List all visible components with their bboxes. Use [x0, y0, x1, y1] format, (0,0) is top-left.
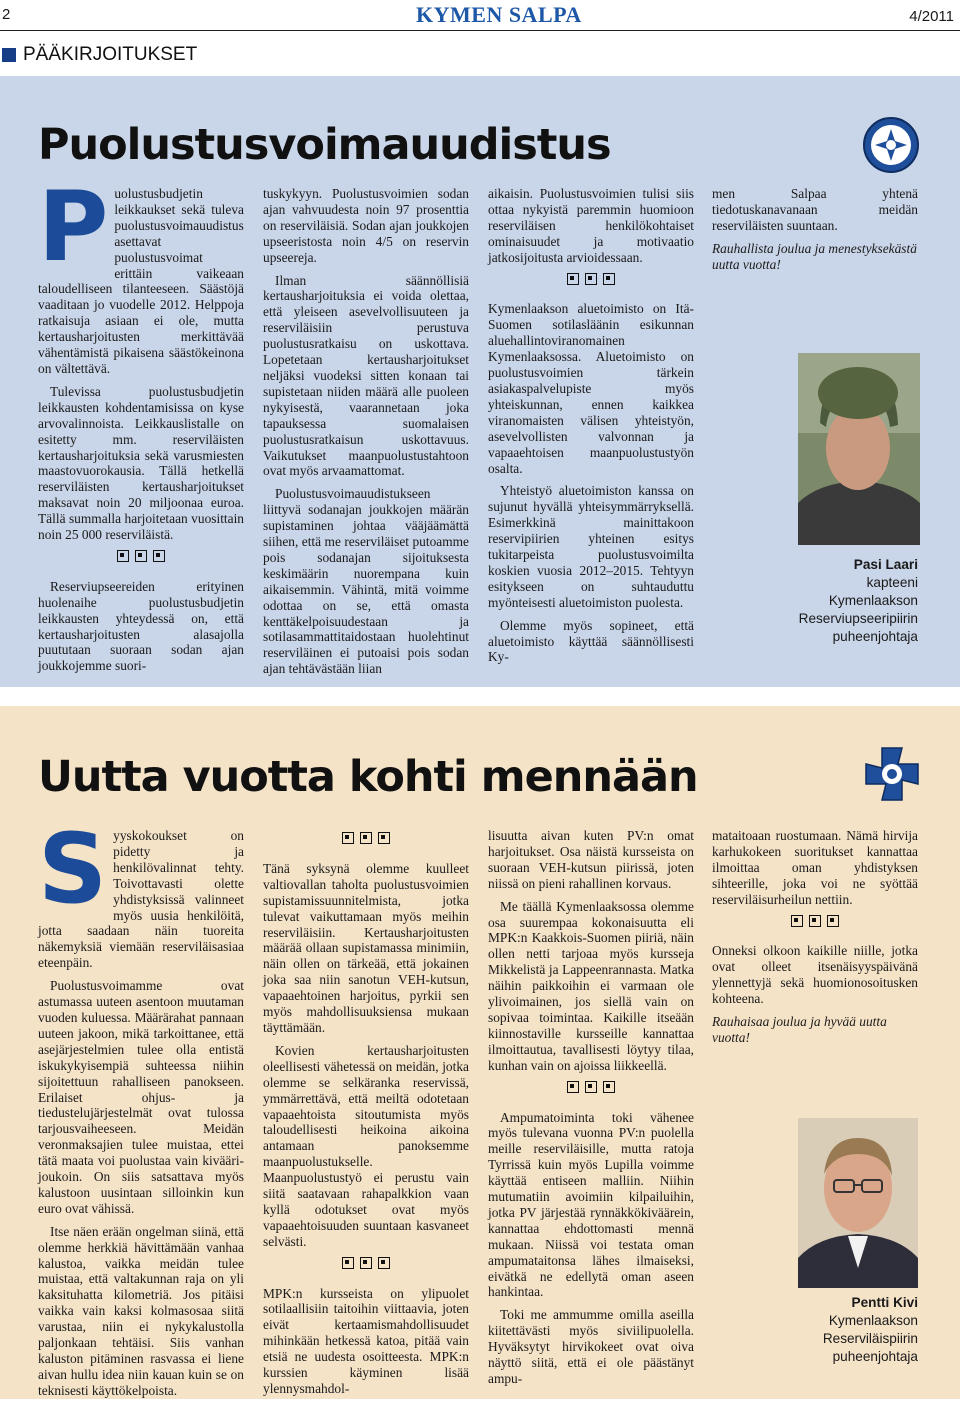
article2-drop-cap: S [38, 813, 108, 925]
header-rule [0, 30, 960, 31]
article2-column-4 [712, 828, 918, 1053]
section-divider-icon [712, 915, 918, 932]
section-divider-icon [263, 832, 469, 849]
article2-column-2 [263, 826, 469, 1404]
article2-paragraph: Tänä syksynä olemme kuulleet valtiovallan taholta puolustusvoimien supistamissuunnitelmista, jotka tulevat vaikuttamaan myös meihin reserviläisiin. Kertausharjoitusten määrää ollaan supistamassa minimiin, näin ollen on tärkeää, että jokainen joka saa niin sanotun VEH-kutsun, vapaaehtoinen harjoitus, pyrkii sen myös mahdollisuuksiensa mukaan täyttämään. [263, 860, 469, 1035]
page-header [0, 0, 960, 30]
section-divider-icon [38, 550, 244, 567]
article1-paragraph: Kymenlaakson aluetoimisto on Itä-Suomen sotilasläänin esikunnan aluehallintoviranomainen Kymenlaaksossa. Aluetoimisto on puolustusvoimien tärkein asiakaspalvelupiste myös yhteiskunnan, ennen kaikkea viranomaisten välisen yhteistyön, asevelvollisten valvonnan ja vapaaehtoisen maanpuolustustyön osalta. [488, 301, 694, 476]
article2-column-3 [488, 828, 694, 1394]
article2-column-1 [38, 813, 244, 1406]
article1-column-4 [712, 186, 918, 280]
section-divider-icon [488, 273, 694, 290]
article1-paragraph: tuskykyyn. Puolustusvoimien sodan ajan vahvuudesta noin 97 prosenttia on reserviläisiä. Sodan ajan joukkojen upseeristosta noin 4/5 on reservin upseereja. [263, 186, 469, 265]
article2-paragraph: Me täällä Kymenlaaksossa olemme osa suurempaa kokonaisuutta eli MPK:n Kaakkois-Suomen piiriä, näin ollen netti tarjoaa myös kursseja Mikkelistä ja Lappeenrannasta. Matka näihin paikkoihin ei varmaan ole ylivoimainen, jos siellä vain on sopivaa toimintaa. Kaikille itseään kiinnostaville kursseille kannattaa ilmoittautua, tavallisesti löytyy tilaa, kunhan vain on ajoissa liikkeellä. [488, 898, 694, 1073]
reserve-officers-emblem-icon [862, 116, 920, 174]
section-divider-icon [488, 1081, 694, 1098]
section-title: PÄÄKIRJOITUKSET [23, 44, 198, 65]
article1-column-1 [38, 171, 244, 681]
author-photo-pasi-laari [798, 353, 920, 545]
section-square-icon [2, 48, 16, 62]
author-name: Pasi Laari [853, 557, 918, 572]
article2-paragraph: MPK:n kursseista on ylipuolet sotilaallisiin taitoihin viittaavia, joten eivät kertaamismahdollisuudet mihinkään hetkessä katoa, pitää vain etsiä ne uudesta osoitteesta. MPK:n kurssien käyminen lisää ylennysmahdol- [263, 1285, 469, 1396]
article2-paragraph: mataitoaan ruostumaan. Nämä hirvija karhukokeen suoritukset kannattaa ilmoittaa oman yhdistyksen sihteerille, joka voi ne syöttää reserviläisurheilun nettiin. [712, 828, 918, 907]
author-org: Kymenlaakson [828, 593, 918, 608]
article2-author-caption [760, 1294, 918, 1366]
section-divider-icon [263, 1257, 469, 1274]
article2-paragraph: Puolustusvoimamme ovat astumassa uuteen asentoon muutaman vuoden kuluessa. Määrärahat pannaan uuteen jakoon, mikä tarkoittanee, että asejärjestelmien tulee olla entistä iskukykyisempiä suhteessa niihin sijoitettuun rahalliseen panokseen. Erilaiset ohjus- ja tiedustelujärjestelmät ovat tulossa tarjousvaiheeseen. Meidän veronmaksajien tulee muistaa, ettei tätä maata voi puolustaa vain kivääri-joukoin. On siis satsattava myös kalustoon uusintaan silloinkin kun euro ovat vähissä. [38, 978, 244, 1216]
issue-number: 4/2011 [909, 8, 954, 25]
article1-paragraph: aikaisin. Puolustusvoimien tulisi siis ottaa nykyistä paremmin huomioon reserviläisen henkilökohtaiset ominaisuudet ja motivaatio jatkosijoitusta arvioidessaan. [488, 186, 694, 265]
article1-paragraph: Olemme myös sopineet, että aluetoimisto käyttää säännöllisesti Ky- [488, 617, 694, 665]
article1-column-2 [263, 186, 469, 684]
article1-drop-cap: P [38, 171, 109, 283]
page-number: 2 [2, 6, 11, 23]
article2-paragraph: Onneksi olkoon kaikille niille, jotka ovat olleet itsenäisyyspäivänä ylennettyjä sekä huomionosoitusken kohteena. [712, 943, 918, 1007]
article2-closing: Rauhaisaa joulua ja hyvää uutta vuotta! [712, 1014, 887, 1045]
article2-paragraph: Toki me ammumme omilla aseilla kiitettävästi myös siviilipuolella. Hyväksytyt hirvikokeet ovat oiva näyttö siitä, että ei ole päästänyt ampu- [488, 1307, 694, 1386]
article2-paragraph: Kovien kertausharjoitusten oleellisesti vähetessä on meidän, jotka olemme se selkäranka reservissä, ymmärrettävä, että meiltä odotetaan vapaaehtoista sitoutumista myös taloudellisesti heikoina aikoina antamaan panoksemme maanpuolustukselle. Maanpuolustustyö ei perustu vain siitä saatavaan rahapalkkion vaan kyllä odotukset ovat myös vapaaehtoisuuden suuntaan kasvaneet selvästi. [263, 1042, 469, 1249]
section-label [2, 44, 197, 66]
article1-paragraph: Puolustusvoimauudistukseen liittyvä sodanajan joukkojen määrän supistaminen johtaa vääjäämättä siihen, että me reserviläiset putoamme pois sodanajan sijoituksesta keskimäärin nuorempana kuin aikaisemmin. Vähintä, mitä voimme odottaa on se, että omasta kenttäkelpoisuudestaan ja sotilasammattitaidostaan huolehtinut reserviläinen ei putoaisi pois sodan ajan tehtävästään liian [263, 486, 469, 677]
author-org2: Reserviläispiirin [822, 1331, 918, 1346]
author-rank: kapteeni [866, 575, 918, 590]
article1-column-3 [488, 186, 694, 672]
article2-paragraph: Itse näen erään ongelman siinä, että olemme herkkiä hävittämään vanhaa kalustoa, vaikka meidän tulee muistaa, että valtakunnan raja on yli kaksituhatta kilometriä. Jos pitäisi vaikka vain kaksi kolmasosaa siitä varustaa, niin ei nykykalustolla paljonkaan tehtäisi. Siis vanhan kaluston pitäminen rasvassa ei liene aivan hullu idea niin kauan kuin se on teknisesti käyttökelpoista. [38, 1223, 244, 1398]
article1-paragraph: Yhteistyö aluetoimiston kanssa on sujunut hyvällä yhteisymmärryksellä. Esimerkkinä mainittakoon reservipiirien yhteinen esitys tukitarpeista puolustusvoimilta koskien vuosia 2012–2015. Tehtyyn esitykseen on suhtauduttu myönteisesti aluetoimiston puolesta. [488, 483, 694, 610]
reservists-cross-emblem-icon [864, 746, 920, 802]
magazine-title: KYMEN SALPA [416, 2, 582, 27]
article1-paragraph: Tulevissa puolustusbudjetin leikkausten kohdentamisissa on kyse arvovalinnoista. Leikkauslistalle on esitetty mm. reserviläisten kertausharjoituksia sekä varusmiesten maastovuorokausia. Tällä hetkellä reserviläisten kertausharjoitukset maksavat noin 20 miljoonaa euroa. Tällä summalla harjoitetaan vuosittain noin 25 000 reserviläistä. [38, 383, 244, 543]
author-role: puheenjohtaja [832, 1349, 918, 1364]
article1-paragraph: men Salpaa yhtenä tiedotuskanavanaan meidän reserviläisten suuntaan. [712, 186, 918, 233]
article1-author-caption [760, 556, 918, 646]
article2-paragraph: yyskokoukset on pidetty ja henkilövalinnat tehty. Toivottavasti olette yhdistyksissä valinneet myös uusia henkilöitä, jotta saadaan näin tuoreita näkemyksiä viemään reserviläisasiaa eteenpäin. [38, 828, 244, 971]
author-role: puheenjohtaja [832, 629, 918, 644]
article2-paragraph: Ampumatoiminta toki vähenee myös tulevana vuonna PV:n puolella meille reserviläisille, mutta ratoja Tyrrissä kuin myös Lupilla voimme käyttää entiseen malliin. Niihin mutumatiin avoimiin kilpailuihin, jotka PV järjestää rynnäkkökiväärein, kannattaa ehdottomasti mennä mukaan. Niissä voi testata oman ampumataitonsa lähes ilmaiseksi, eivätkä ne edellytä oman aseen hankintaa. [488, 1109, 694, 1300]
author-name: Pentti Kivi [851, 1295, 918, 1310]
article1-paragraph: Ilman säännöllisiä kertausharjoituksia ei voida olettaa, että yleiseen asevelvollisuuteen ja reserviläisiin perustuva puolustusratkaisu on uskottava. Lopetetaan kertausharjoitukset neljäksi vuodeksi sitten konaan tai supistetaan niiden määrä alle puoleen nykyisestä, vaarannetaan joka tapauksessa suomalaisen puolustusratkaisun uskottavuus. Vaikutukset maanpuolustustahtoon ovat myös arvaamattomat. [263, 272, 469, 479]
article1-title: Puolustusvoimauudistus [38, 120, 611, 170]
author-org2: Reserviupseeripiirin [798, 611, 918, 626]
author-org: Kymenlaakson [828, 1313, 918, 1328]
author-photo-pentti-kivi [798, 1118, 918, 1288]
article1-closing: Rauhallista joulua ja menestyksekästä uutta vuotta! [712, 240, 917, 272]
article1-paragraph: Reserviupseereiden erityinen huolenaihe puolustusbudjetin leikkausten yhteydessä on, että kertausharjoitusten alasajolla puututaan suoraan sodan ajan joukkojemme suori- [38, 578, 244, 674]
article2-paragraph: lisuutta aivan kuten PV:n omat harjoitukset. Osa näistä kursseista on suoraan VEH-kutsun piirissä, joten niissä on pieni rahallinen korvaus. [488, 828, 694, 891]
article1-paragraph: uolustusbudjetin leikkaukset sekä tuleva puolustusvoimauudistus asettavat puolustusvoimat erittäin vaikeaan taloudelliseen tilanteeseen. Säästöjä vaaditaan jo vuodelle 2012. Helppoja ratkaisuja asiaan ei ole, mutta kertausharjoitusten merkittävää vähentämistä pikaisena säästökeinona on vältettävä. [38, 186, 244, 376]
article2-title: Uutta vuotta kohti mennään [38, 752, 698, 802]
